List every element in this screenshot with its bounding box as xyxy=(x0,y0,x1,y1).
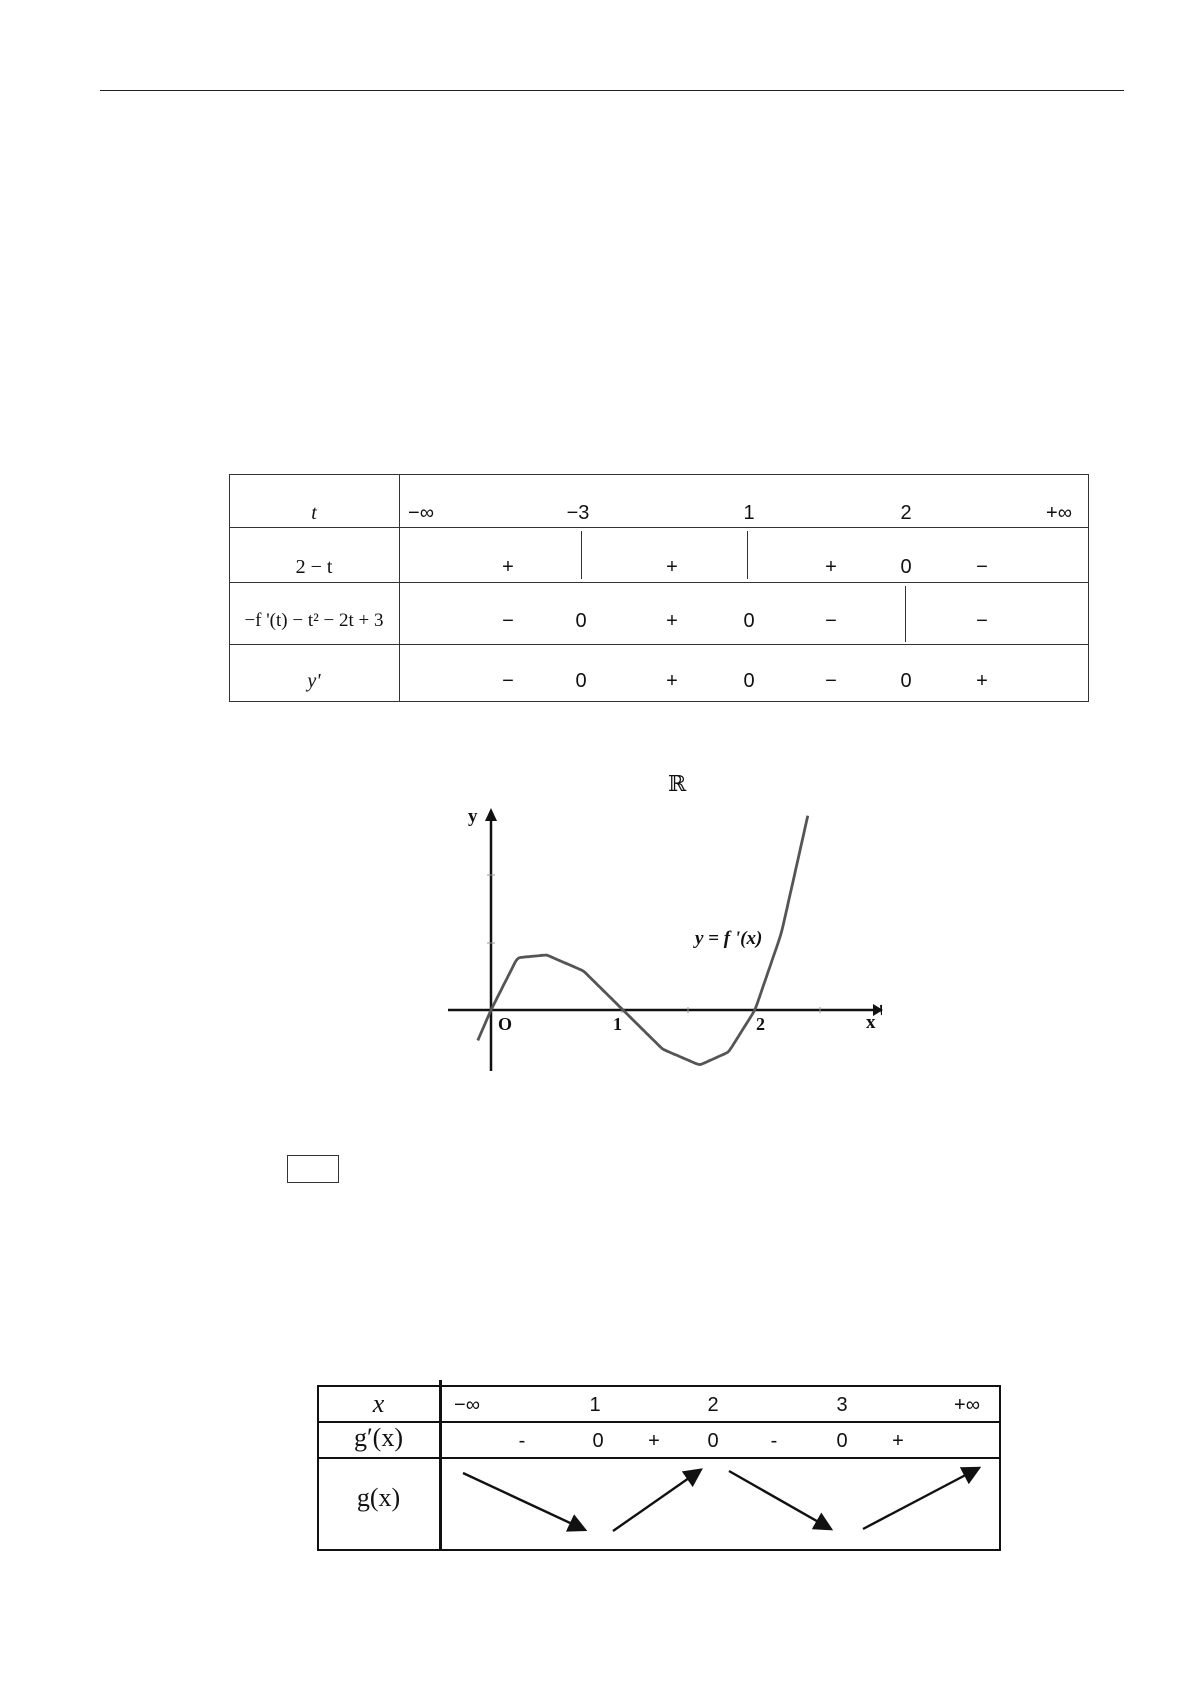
row-label-x: x xyxy=(372,1389,385,1418)
increasing-arrow-icon xyxy=(613,1471,699,1531)
row-label-2-minus-t: 2 − t xyxy=(295,556,333,578)
reals-symbol: ℝ xyxy=(668,772,687,797)
sign: 0 xyxy=(900,556,912,578)
x-value: 3 xyxy=(836,1394,848,1416)
row-label-expression: −f '(t) − t² − 2t + 3 xyxy=(244,610,384,631)
sign-table-t xyxy=(229,474,1089,702)
sign: 0 xyxy=(575,670,587,692)
sign: 0 xyxy=(575,610,587,632)
sign: 0 xyxy=(743,610,755,632)
tick-label-1: 1 xyxy=(613,1014,622,1034)
t-value: +∞ xyxy=(1046,502,1072,524)
row-divider xyxy=(229,527,1089,528)
x-value: 2 xyxy=(707,1394,719,1416)
t-value: 2 xyxy=(900,502,912,524)
sign: + xyxy=(666,670,678,692)
tick-label-2: 2 xyxy=(756,1014,765,1034)
t-value: −∞ xyxy=(408,502,434,524)
origin-label: O xyxy=(498,1014,513,1034)
sign: + xyxy=(825,556,837,578)
sign: − xyxy=(502,610,514,632)
sign: + xyxy=(666,556,678,578)
sign: 0 xyxy=(836,1430,848,1452)
sign: - xyxy=(518,1430,526,1452)
x-axis-label: x xyxy=(866,1012,876,1033)
derivative-graph xyxy=(436,805,896,1080)
row-label-g-prime: g′(x) xyxy=(353,1423,403,1452)
decreasing-arrow-icon xyxy=(729,1471,829,1528)
sign: 0 xyxy=(743,670,755,692)
decreasing-arrow-icon xyxy=(463,1473,583,1529)
variation-table-g xyxy=(317,1385,1001,1551)
curve-label: y = f '(x) xyxy=(695,928,763,949)
sign: − xyxy=(976,556,988,578)
sign-divider xyxy=(581,531,582,579)
increasing-arrow-icon xyxy=(863,1469,977,1529)
x-value: +∞ xyxy=(954,1394,980,1416)
header-rule xyxy=(100,90,1124,91)
row-label-g: g(x) xyxy=(356,1483,401,1512)
sign: − xyxy=(825,670,837,692)
row-label-t: t xyxy=(311,502,317,524)
sign: 0 xyxy=(707,1430,719,1452)
sign: + xyxy=(976,670,988,692)
sign: − xyxy=(502,670,514,692)
sign: 0 xyxy=(900,670,912,692)
row-divider xyxy=(229,582,1089,583)
t-value: −3 xyxy=(566,502,590,524)
sign: + xyxy=(666,610,678,632)
sign-divider xyxy=(747,531,748,579)
row-divider xyxy=(229,644,1089,645)
sign: - xyxy=(770,1430,778,1452)
t-value: 1 xyxy=(743,502,755,524)
x-value: 1 xyxy=(589,1394,601,1416)
y-axis-arrow xyxy=(485,808,497,821)
sign-divider xyxy=(905,586,906,642)
sign: + xyxy=(648,1430,660,1452)
sign: − xyxy=(976,610,988,632)
sign: + xyxy=(502,556,514,578)
sign: − xyxy=(825,610,837,632)
sign: 0 xyxy=(592,1430,604,1452)
sign: + xyxy=(892,1430,904,1452)
x-value: −∞ xyxy=(454,1394,480,1416)
blank-answer-box xyxy=(287,1155,339,1183)
row-label-y-prime: y' xyxy=(307,670,321,692)
variation-arrows xyxy=(317,1385,1001,1551)
y-axis-label: y xyxy=(468,806,478,827)
